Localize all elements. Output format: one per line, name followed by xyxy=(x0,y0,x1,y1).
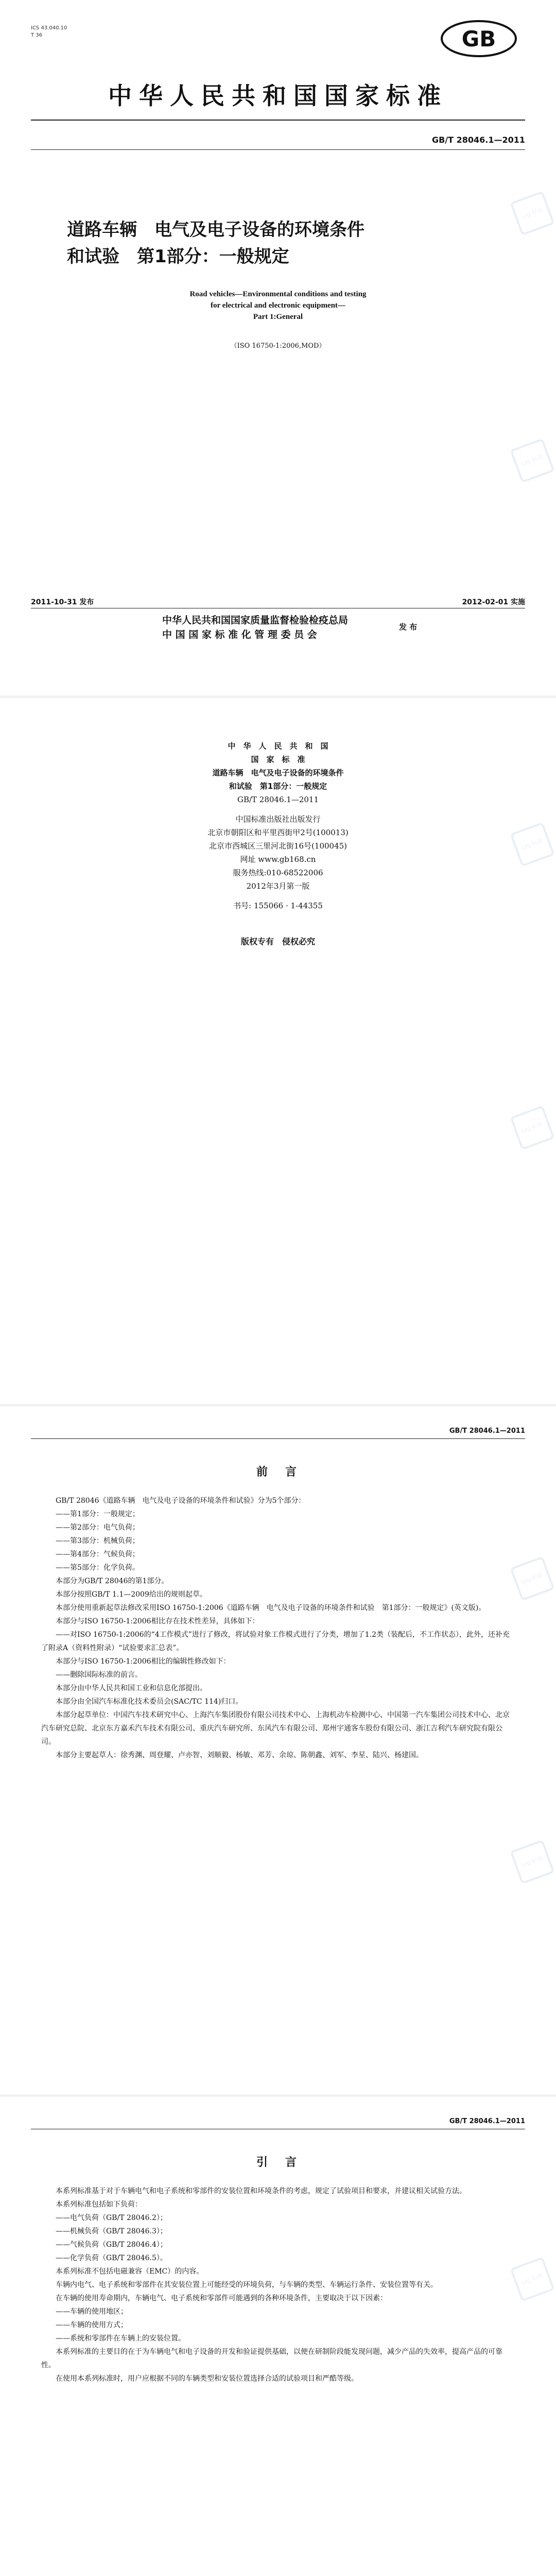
watermark-stamp: Lrg 标准 xyxy=(510,438,554,483)
national-standard-heading: 中华人民共和国国家标准 xyxy=(108,82,448,110)
imprint-line: 网址 www.gb168.cn xyxy=(240,855,316,864)
paragraph: 本部分为GB/T 28046的第1部分。 xyxy=(56,1577,169,1585)
paragraph: 本系列标准基于对于车辆电气和电子系统和零部件的安装位置和环境条件的考虑，规定了试验项目和要求，并建议相关试验方法。 xyxy=(56,2187,466,2195)
watermark-stamp: Lrg 标准 xyxy=(510,822,554,867)
foreword-title: 前 言 xyxy=(256,1466,300,1479)
issue-label: 发 布 xyxy=(399,622,418,632)
paragraph: 本部分由全国汽车标准化技术委员会(SAC/TC 114)归口。 xyxy=(56,1698,243,1706)
paragraph: 本部分与ISO 16750-1:2006相比存在技术性差异，具体如下： xyxy=(56,1617,259,1625)
copyright-notice: 版权专有 侵权必究 xyxy=(240,937,315,946)
classification-codes xyxy=(31,25,67,39)
paragraph: 在车辆的使用寿命期内，车辆电气、电子系统和零部件可能遇到的各种环境条件，主要取决于以下因素： xyxy=(56,2294,387,2302)
standard-code: GB/T 28046.1—2011 xyxy=(431,135,525,145)
paragraph: ——第5部分：化学负荷。 xyxy=(56,1564,140,1572)
paragraph: 本部分使用重新起草法修改采用ISO 16750-1:2006《道路车辆 电气及电子设备的环境条件和试验 第1部分：一般规定》(英文版)。 xyxy=(56,1604,486,1612)
imprint-line: GB/T 28046.1—2011 xyxy=(237,795,319,804)
imprint-block xyxy=(0,739,556,912)
imprint-line: 北京市朝阳区和平里西街甲2号(100013) xyxy=(207,828,349,837)
paragraph: ——第3部分：机械负荷； xyxy=(56,1537,140,1545)
page-header-code: GB/T 28046.1—2011 xyxy=(449,2117,525,2125)
logo-text: GB xyxy=(461,26,496,52)
paragraph: GB/T 28046《道路车辆 电气及电子设备的环境条件和试验》分为5个部分： xyxy=(56,1497,306,1505)
publish-date: 2011-10-31 发布 xyxy=(31,598,94,606)
paragraph: 在使用本系列标准时，用户应根据不同的车辆类型和安装位置选择合适的试验项目和严酷等级。 xyxy=(56,2375,358,2383)
watermark-stamp: Lrg 标准 xyxy=(510,1556,554,1601)
paragraph: ——车辆的使用地区； xyxy=(56,2308,128,2316)
divider xyxy=(31,149,525,150)
imprint-line: 道路车辆 电气及电子设备的环境条件 xyxy=(212,768,344,777)
chinese-title xyxy=(67,216,489,270)
issuing-bodies xyxy=(162,613,394,642)
chinese-title-line: 道路车辆 电气及电子设备的环境条件 xyxy=(67,219,364,240)
page-header-code: GB/T 28046.1—2011 xyxy=(449,1427,525,1435)
foreword-page xyxy=(0,1406,556,2094)
paragraph: 本部分按照GB/T 1.1—2009给出的规则起草。 xyxy=(56,1590,207,1599)
paragraph: ——删除国际标准的前言。 xyxy=(56,1671,142,1679)
introduction-page xyxy=(0,2097,556,2576)
english-title-line: Part 1:General xyxy=(253,313,303,321)
imprint-line: 国 家 标 准 xyxy=(251,755,305,764)
foreword-body xyxy=(41,1494,515,1762)
paragraph: ——电气负荷（GB/T 28046.2）； xyxy=(56,2214,167,2222)
paragraph: 本系列标准的主要目的在于为车辆电气和电子设备的开发和验证提供基础，以便在研制阶段能发现问题，减少产品的失效率，提高产品的可靠性。 xyxy=(41,2348,502,2369)
imprint-line: 书号: 155066 · 1-44355 xyxy=(233,901,323,910)
paragraph: ——第1部分：一般规定； xyxy=(56,1510,140,1518)
watermark-stamp: Lrg 标准 xyxy=(510,2257,554,2301)
chinese-title-line: 和试验 第1部分：一般规定 xyxy=(67,246,289,267)
paragraph: ——第4部分：气候负荷； xyxy=(56,1550,140,1558)
paragraph: ——对ISO 16750-1:2006的“4工作模式”进行了修改，将试验对象工作模式进行了分类，增加了1.2类（装配后，不工作状态），此外，还补充了附录A（资料性附录）“试验要求汇总表”。 xyxy=(41,1631,510,1652)
introduction-title: 引 言 xyxy=(256,2156,300,2169)
gb-logo xyxy=(440,20,517,58)
paragraph: 本部分与ISO 16750-1:2006相比的编辑性修改如下： xyxy=(56,1657,231,1666)
imprint-line: 和试验 第1部分：一般规定 xyxy=(229,782,327,791)
imprint-line: 北京市西城区三里河北街16号(100045) xyxy=(208,841,348,851)
paragraph: 本部分主要起草人：徐秀渊、周登耀、卢亦智、刘顺毅、杨敏、邓芳、余琼、陈朝鑫、刘军、李星、陆兴、杨建国。 xyxy=(56,1751,423,1759)
imprint-line: 中 华 人 民 共 和 国 xyxy=(228,741,328,751)
watermark-stamp: Lrg 标准 xyxy=(510,191,554,235)
issuer-line: 中 国 国 家 标 准 化 管 理 委 员 会 xyxy=(162,629,317,640)
paragraph: 车辆内电气、电子系统和零部件在其安装位置上可能经受的环境负荷，与车辆的类型、车辆运行条件、安装位置等有关。 xyxy=(56,2281,438,2289)
watermark-stamp: Lrg 标准 xyxy=(510,1839,554,1884)
paragraph: ——车辆的使用方式； xyxy=(56,2321,128,2329)
paragraph: 本系列标准包括如下负荷： xyxy=(56,2200,142,2209)
paragraph: ——机械负荷（GB/T 28046.3）； xyxy=(56,2227,167,2235)
introduction-body xyxy=(41,2184,515,2385)
imprint-line: 中国标准出版社出版发行 xyxy=(235,815,321,824)
imprint-line: 2012年3月第一版 xyxy=(246,882,310,891)
adoption-note: （ISO 16750-1:2006,MOD） xyxy=(230,342,326,350)
paragraph: 本部分由中华人民共和国工业和信息化部提出。 xyxy=(56,1684,207,1692)
imprint-page xyxy=(0,698,556,1404)
imprint-line: 服务热线:010-68522006 xyxy=(233,868,323,877)
divider xyxy=(31,1438,525,1439)
paragraph: 本部分起草单位：中国汽车技术研究中心、上海汽车集团股份有限公司技术中心、上海机动车检测中心、中国第一汽车集团公司技术中心、北京汽车研究总院、北京东方嘉禾汽车技术有限公司、重庆汽车研究所、东风汽车有限公司、郑州宇通客车股份有限公司、浙江吉利汽车研究院有限公司。 xyxy=(41,1711,510,1746)
watermark-stamp: Lrg 标准 xyxy=(510,1105,554,1150)
cover-page xyxy=(0,0,556,696)
english-title-line: Road vehicles—Environmental conditions and testing xyxy=(189,290,367,298)
paragraph: ——系统和零部件在车辆上的安装位置。 xyxy=(56,2334,185,2343)
issuer-line: 中华人民共和国国家质量监督检验检疫总局 xyxy=(162,615,349,626)
implement-date: 2012-02-01 实施 xyxy=(462,598,525,606)
english-title xyxy=(0,289,556,323)
paragraph: 本系列标准不包括电磁兼容（EMC）的内容。 xyxy=(56,2267,204,2276)
paragraph: ——第2部分：电气负荷； xyxy=(56,1523,140,1532)
ics-code: ICS 43.040.10 xyxy=(31,25,67,31)
paragraph: ——气候负荷（GB/T 28046.4）； xyxy=(56,2241,167,2249)
ccs-code: T 36 xyxy=(31,32,43,38)
divider xyxy=(31,120,525,121)
english-title-line: for electrical and electronic equipment— xyxy=(211,301,345,310)
paragraph: ——化学负荷（GB/T 28046.5）。 xyxy=(56,2254,167,2262)
